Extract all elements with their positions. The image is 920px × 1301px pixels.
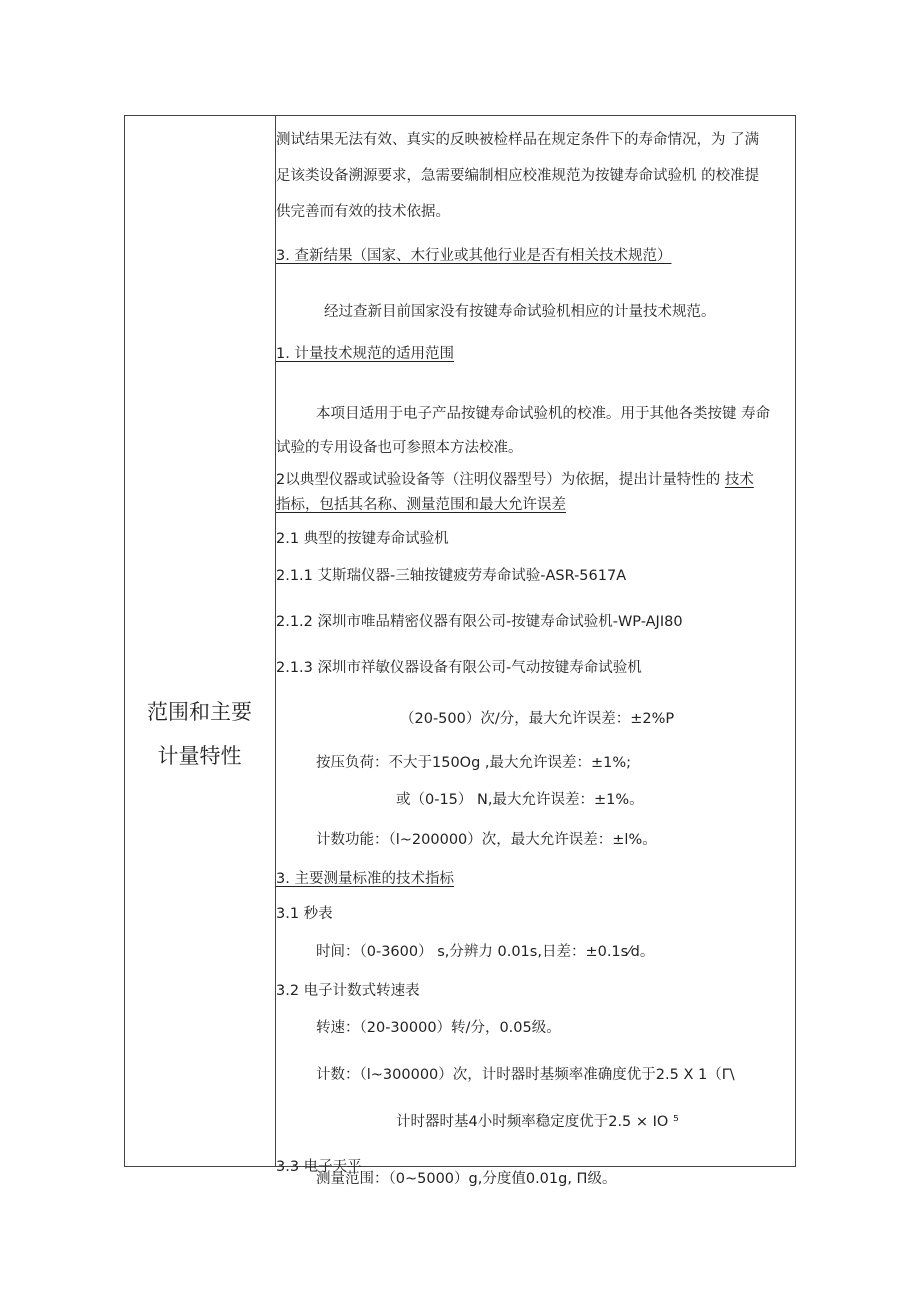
- text-line: 2.1.1 艾斯瑞仪器-三轴按键疲劳寿命试验-ASR-5617A: [276, 568, 627, 584]
- row-label: [124, 690, 275, 778]
- text-segment-underlined: 技术: [724, 472, 754, 488]
- text-line: 计时器时基4小时频率稳定度优于2.5 × IO ⁵: [396, 1114, 679, 1130]
- subsection-heading: 3.2 电子计数式转速表: [276, 983, 420, 999]
- text-line: 足该类设备溯源要求，急需要编制相应校准规范为按键寿命试验机 的校准提: [276, 168, 760, 184]
- text-line: 转速：（20-30000）转/分，0.05级。: [316, 1020, 561, 1036]
- row-label-line-1: 范围和主要: [147, 700, 252, 724]
- content-cell: [276, 116, 795, 1175]
- section-heading: 3. 查新结果（国家、木行业或其他行业是否有相关技术规范）: [276, 248, 672, 264]
- text-line: （20-500）次/分，最大允许误差：±2%P: [400, 711, 675, 727]
- text-line: 2.1.2 深圳市唯品精密仪器有限公司-按键寿命试验机-WP-AJI80: [276, 614, 683, 630]
- subsection-heading: 3.1 秒表: [276, 906, 333, 922]
- text-line: [276, 470, 754, 490]
- text-line: 本项目适用于电子产品按键寿命试验机的校准。用于其他各类按键 寿命: [316, 406, 771, 422]
- overflow-text-line: 测量范围：（0~5000）g,分度值0.01g, Π级。: [316, 1171, 617, 1187]
- row-label-line-2: 计量特性: [157, 744, 242, 768]
- text-line: 供完善而有效的技术依据。: [276, 204, 450, 220]
- section-heading: 3. 主要测量标准的技术指标: [276, 871, 454, 887]
- text-line: 测试结果无法有效、真实的反映被检样品在规定条件下的寿命情况，为 了满: [276, 132, 760, 148]
- text-segment: 2以典型仪器或试验设备等（注明仪器型号）为依据，提出计量特性的: [276, 472, 725, 488]
- text-line: 2.1.3 深圳市祥敏仪器设备有限公司-气动按键寿命试验机: [276, 660, 642, 676]
- text-line: 指标，包括其名称、测量范围和最大允许误差: [276, 497, 566, 513]
- section-heading: 1. 计量技术规范的适用范围: [276, 346, 454, 362]
- subsection-heading: 2.1 典型的按键寿命试验机: [276, 531, 449, 547]
- text-line: 按压负荷：不大于150Og ,最大允许误差：±1%;: [316, 755, 632, 771]
- text-line: 试验的专用设备也可参照本方法校准。: [276, 440, 523, 456]
- text-line: 经过查新目前国家没有按键寿命试验机相应的计量技术规范。: [324, 304, 716, 320]
- subsection-heading-clipped: 3.3 电子天平: [276, 1159, 362, 1175]
- text-line: 计数功能：（l~200000）次，最大允许误差：±l%。: [316, 832, 657, 848]
- text-line: 时间：（0-3600） s,分辨力 0.01s,日差：±0.1s⁄d。: [316, 944, 655, 960]
- text-line: 计数：（l~300000）次，计时器时基频率准确度优于2.5 X 1（Γ\: [316, 1067, 735, 1083]
- text-line: 或（0-15） N,最大允许误差：±1%。: [396, 792, 644, 808]
